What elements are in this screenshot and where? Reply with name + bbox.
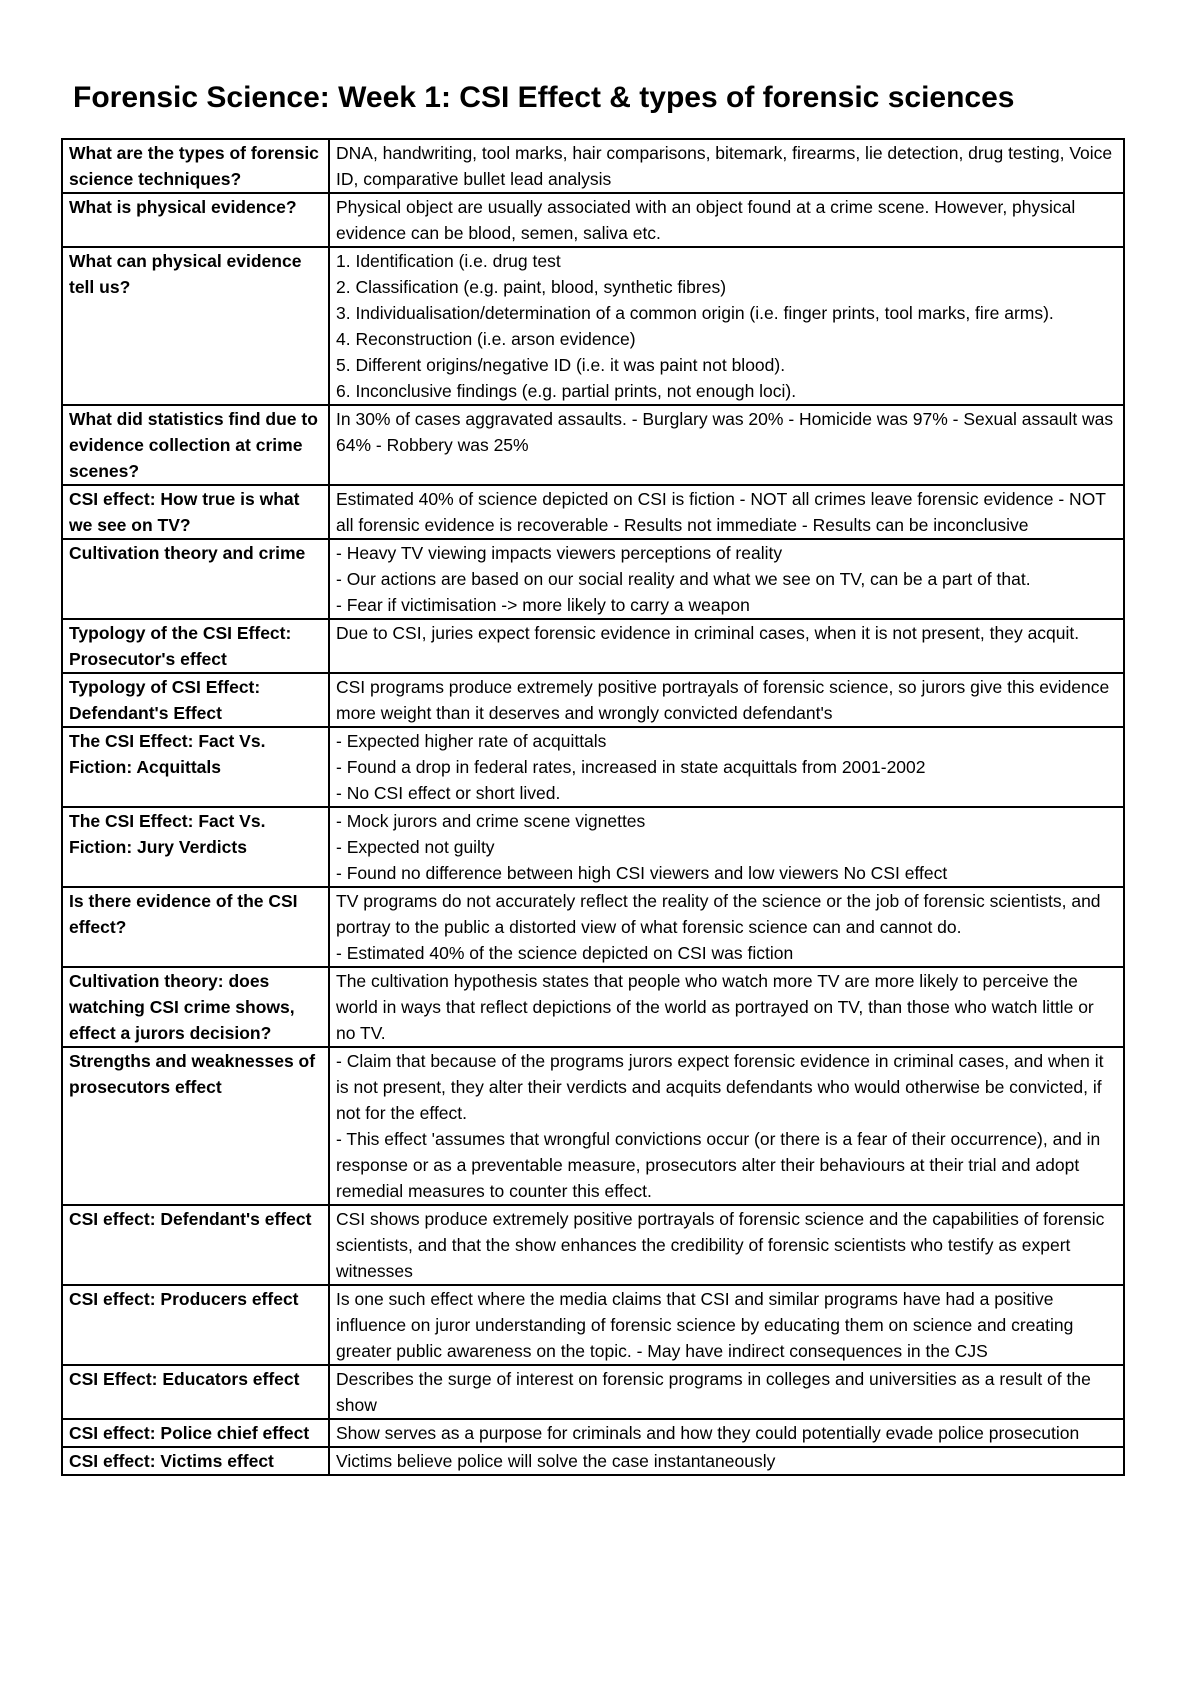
answer-line: - Claim that because of the programs jurors expect forensic evidence in criminal cases, and when it is not present, they alter their verdicts and acquits defendants who would otherwise be convicted, if not for the effect. [336, 1051, 1104, 1123]
table-row [62, 247, 1124, 405]
question-cell: What is physical evidence? [62, 193, 329, 247]
table-row [62, 1285, 1124, 1365]
answer-cell [329, 1205, 1124, 1285]
question-cell: The CSI Effect: Fact Vs. Fiction: Acquittals [62, 727, 329, 807]
table-row [62, 1205, 1124, 1285]
answer-cell [329, 887, 1124, 967]
answer-line: - Heavy TV viewing impacts viewers perceptions of reality [336, 543, 783, 563]
table-row [62, 967, 1124, 1047]
answer-cell [329, 1447, 1124, 1475]
answer-line: - Expected not guilty [336, 837, 495, 857]
answer-line: - This effect 'assumes that wrongful convictions occur (or there is a fear of their occurrence), and in response or as a preventable measure, prosecutors alter their behaviours at their trial and adopt remedial measures to counter this effect. [336, 1129, 1101, 1201]
answer-line: Victims believe police will solve the case instantaneously [336, 1451, 776, 1471]
answer-line: 3. Individualisation/determination of a common origin (i.e. finger prints, tool marks, fire arms). [336, 303, 1054, 323]
answer-line: 4. Reconstruction (i.e. arson evidence) [336, 329, 636, 349]
page-title: Forensic Science: Week 1: CSI Effect & types of forensic sciences [73, 81, 1015, 114]
answer-cell [329, 139, 1124, 193]
answer-cell [329, 193, 1124, 247]
answer-line: Estimated 40% of science depicted on CSI is fiction - NOT all crimes leave forensic evidence - NOT all forensic evidence is recoverable - Results not immediate - Results can be inconclusive [336, 489, 1106, 535]
answer-cell [329, 1047, 1124, 1205]
answer-line: CSI shows produce extremely positive portrayals of forensic science and the capabilities of forensic scientists, and that the show enhances the credibility of forensic scientists who testify as expert witnesses [336, 1209, 1105, 1281]
answer-line: - Found no difference between high CSI viewers and low viewers No CSI effect [336, 863, 948, 883]
answer-line: Due to CSI, juries expect forensic evidence in criminal cases, when it is not present, they acquit. [336, 623, 1080, 643]
answer-line: - Expected higher rate of acquittals [336, 731, 607, 751]
question-cell: What are the types of forensic science techniques? [62, 139, 329, 193]
answer-cell [329, 247, 1124, 405]
question-cell: What did statistics find due to evidence collection at crime scenes? [62, 405, 329, 485]
question-cell: CSI effect: How true is what we see on TV? [62, 485, 329, 539]
answer-line: 1. Identification (i.e. drug test [336, 251, 561, 271]
table-row [62, 727, 1124, 807]
question-cell: Is there evidence of the CSI effect? [62, 887, 329, 967]
answer-line: Describes the surge of interest on forensic programs in colleges and universities as a result of the show [336, 1369, 1091, 1415]
answer-cell [329, 727, 1124, 807]
answer-line: DNA, handwriting, tool marks, hair comparisons, bitemark, firearms, lie detection, drug testing, Voice ID, comparative bullet lead analysis [336, 143, 1113, 189]
answer-cell [329, 1285, 1124, 1365]
table-row [62, 193, 1124, 247]
table-row [62, 1447, 1124, 1475]
answer-line: - Found a drop in federal rates, increased in state acquittals from 2001-2002 [336, 757, 926, 777]
table-row [62, 1419, 1124, 1447]
answer-cell [329, 1419, 1124, 1447]
answer-line: Physical object are usually associated with an object found at a crime scene. However, physical evidence can be blood, semen, saliva etc. [336, 197, 1076, 243]
question-cell: What can physical evidence tell us? [62, 247, 329, 405]
question-cell: Typology of the CSI Effect: Prosecutor's effect [62, 619, 329, 673]
answer-line: CSI programs produce extremely positive portrayals of forensic science, so jurors give this evidence more weight than it deserves and wrongly convicted defendant's [336, 677, 1110, 723]
question-cell: Cultivation theory and crime [62, 539, 329, 619]
answer-cell [329, 967, 1124, 1047]
answer-line: Is one such effect where the media claims that CSI and similar programs have had a positive influence on juror understanding of forensic science by educating them on science and creating greater public awareness on the topic. - May have indirect consequences in the CJS [336, 1289, 1074, 1361]
answer-cell [329, 807, 1124, 887]
answer-line: The cultivation hypothesis states that people who watch more TV are more likely to perceive the world in ways that reflect depictions of the world as portrayed on TV, than those who watch little or no TV. [336, 971, 1094, 1043]
answer-line: - Estimated 40% of the science depicted on CSI was fiction [336, 943, 794, 963]
question-cell: CSI effect: Police chief effect [62, 1419, 329, 1447]
table-row [62, 485, 1124, 539]
answer-line: - No CSI effect or short lived. [336, 783, 561, 803]
question-cell: CSI effect: Producers effect [62, 1285, 329, 1365]
answer-cell [329, 619, 1124, 673]
answer-line: TV programs do not accurately reflect the reality of the science or the job of forensic scientists, and portray to the public a distorted view of what forensic science can and cannot do. [336, 891, 1101, 937]
answer-cell [329, 485, 1124, 539]
answer-cell [329, 405, 1124, 485]
table-row [62, 1047, 1124, 1205]
table-row [62, 405, 1124, 485]
answer-line: 6. Inconclusive findings (e.g. partial prints, not enough loci). [336, 381, 797, 401]
table-row [62, 1365, 1124, 1419]
table-row [62, 139, 1124, 193]
table-row [62, 807, 1124, 887]
question-cell: CSI effect: Defendant's effect [62, 1205, 329, 1285]
answer-line: - Our actions are based on our social reality and what we see on TV, can be a part of that. [336, 569, 1031, 589]
table-row [62, 619, 1124, 673]
answer-cell [329, 673, 1124, 727]
table-row [62, 673, 1124, 727]
notes-table [61, 138, 1125, 1476]
answer-line: 2. Classification (e.g. paint, blood, synthetic fibres) [336, 277, 727, 297]
answer-cell [329, 539, 1124, 619]
answer-line: - Mock jurors and crime scene vignettes [336, 811, 646, 831]
answer-line: Show serves as a purpose for criminals and how they could potentially evade police prosecution [336, 1423, 1080, 1443]
question-cell: Typology of CSI Effect: Defendant's Effect [62, 673, 329, 727]
answer-line: In 30% of cases aggravated assaults. - Burglary was 20% - Homicide was 97% - Sexual assault was 64% - Robbery was 25% [336, 409, 1114, 455]
question-cell: The CSI Effect: Fact Vs. Fiction: Jury Verdicts [62, 807, 329, 887]
question-cell: CSI effect: Victims effect [62, 1447, 329, 1475]
notes-table-body [62, 139, 1124, 1475]
question-cell: CSI Effect: Educators effect [62, 1365, 329, 1419]
table-row [62, 887, 1124, 967]
question-cell: Strengths and weaknesses of prosecutors effect [62, 1047, 329, 1205]
answer-line: - Fear if victimisation -> more likely to carry a weapon [336, 595, 750, 615]
answer-cell [329, 1365, 1124, 1419]
table-row [62, 539, 1124, 619]
answer-line: 5. Different origins/negative ID (i.e. it was paint not blood). [336, 355, 786, 375]
question-cell: Cultivation theory: does watching CSI crime shows, effect a jurors decision? [62, 967, 329, 1047]
